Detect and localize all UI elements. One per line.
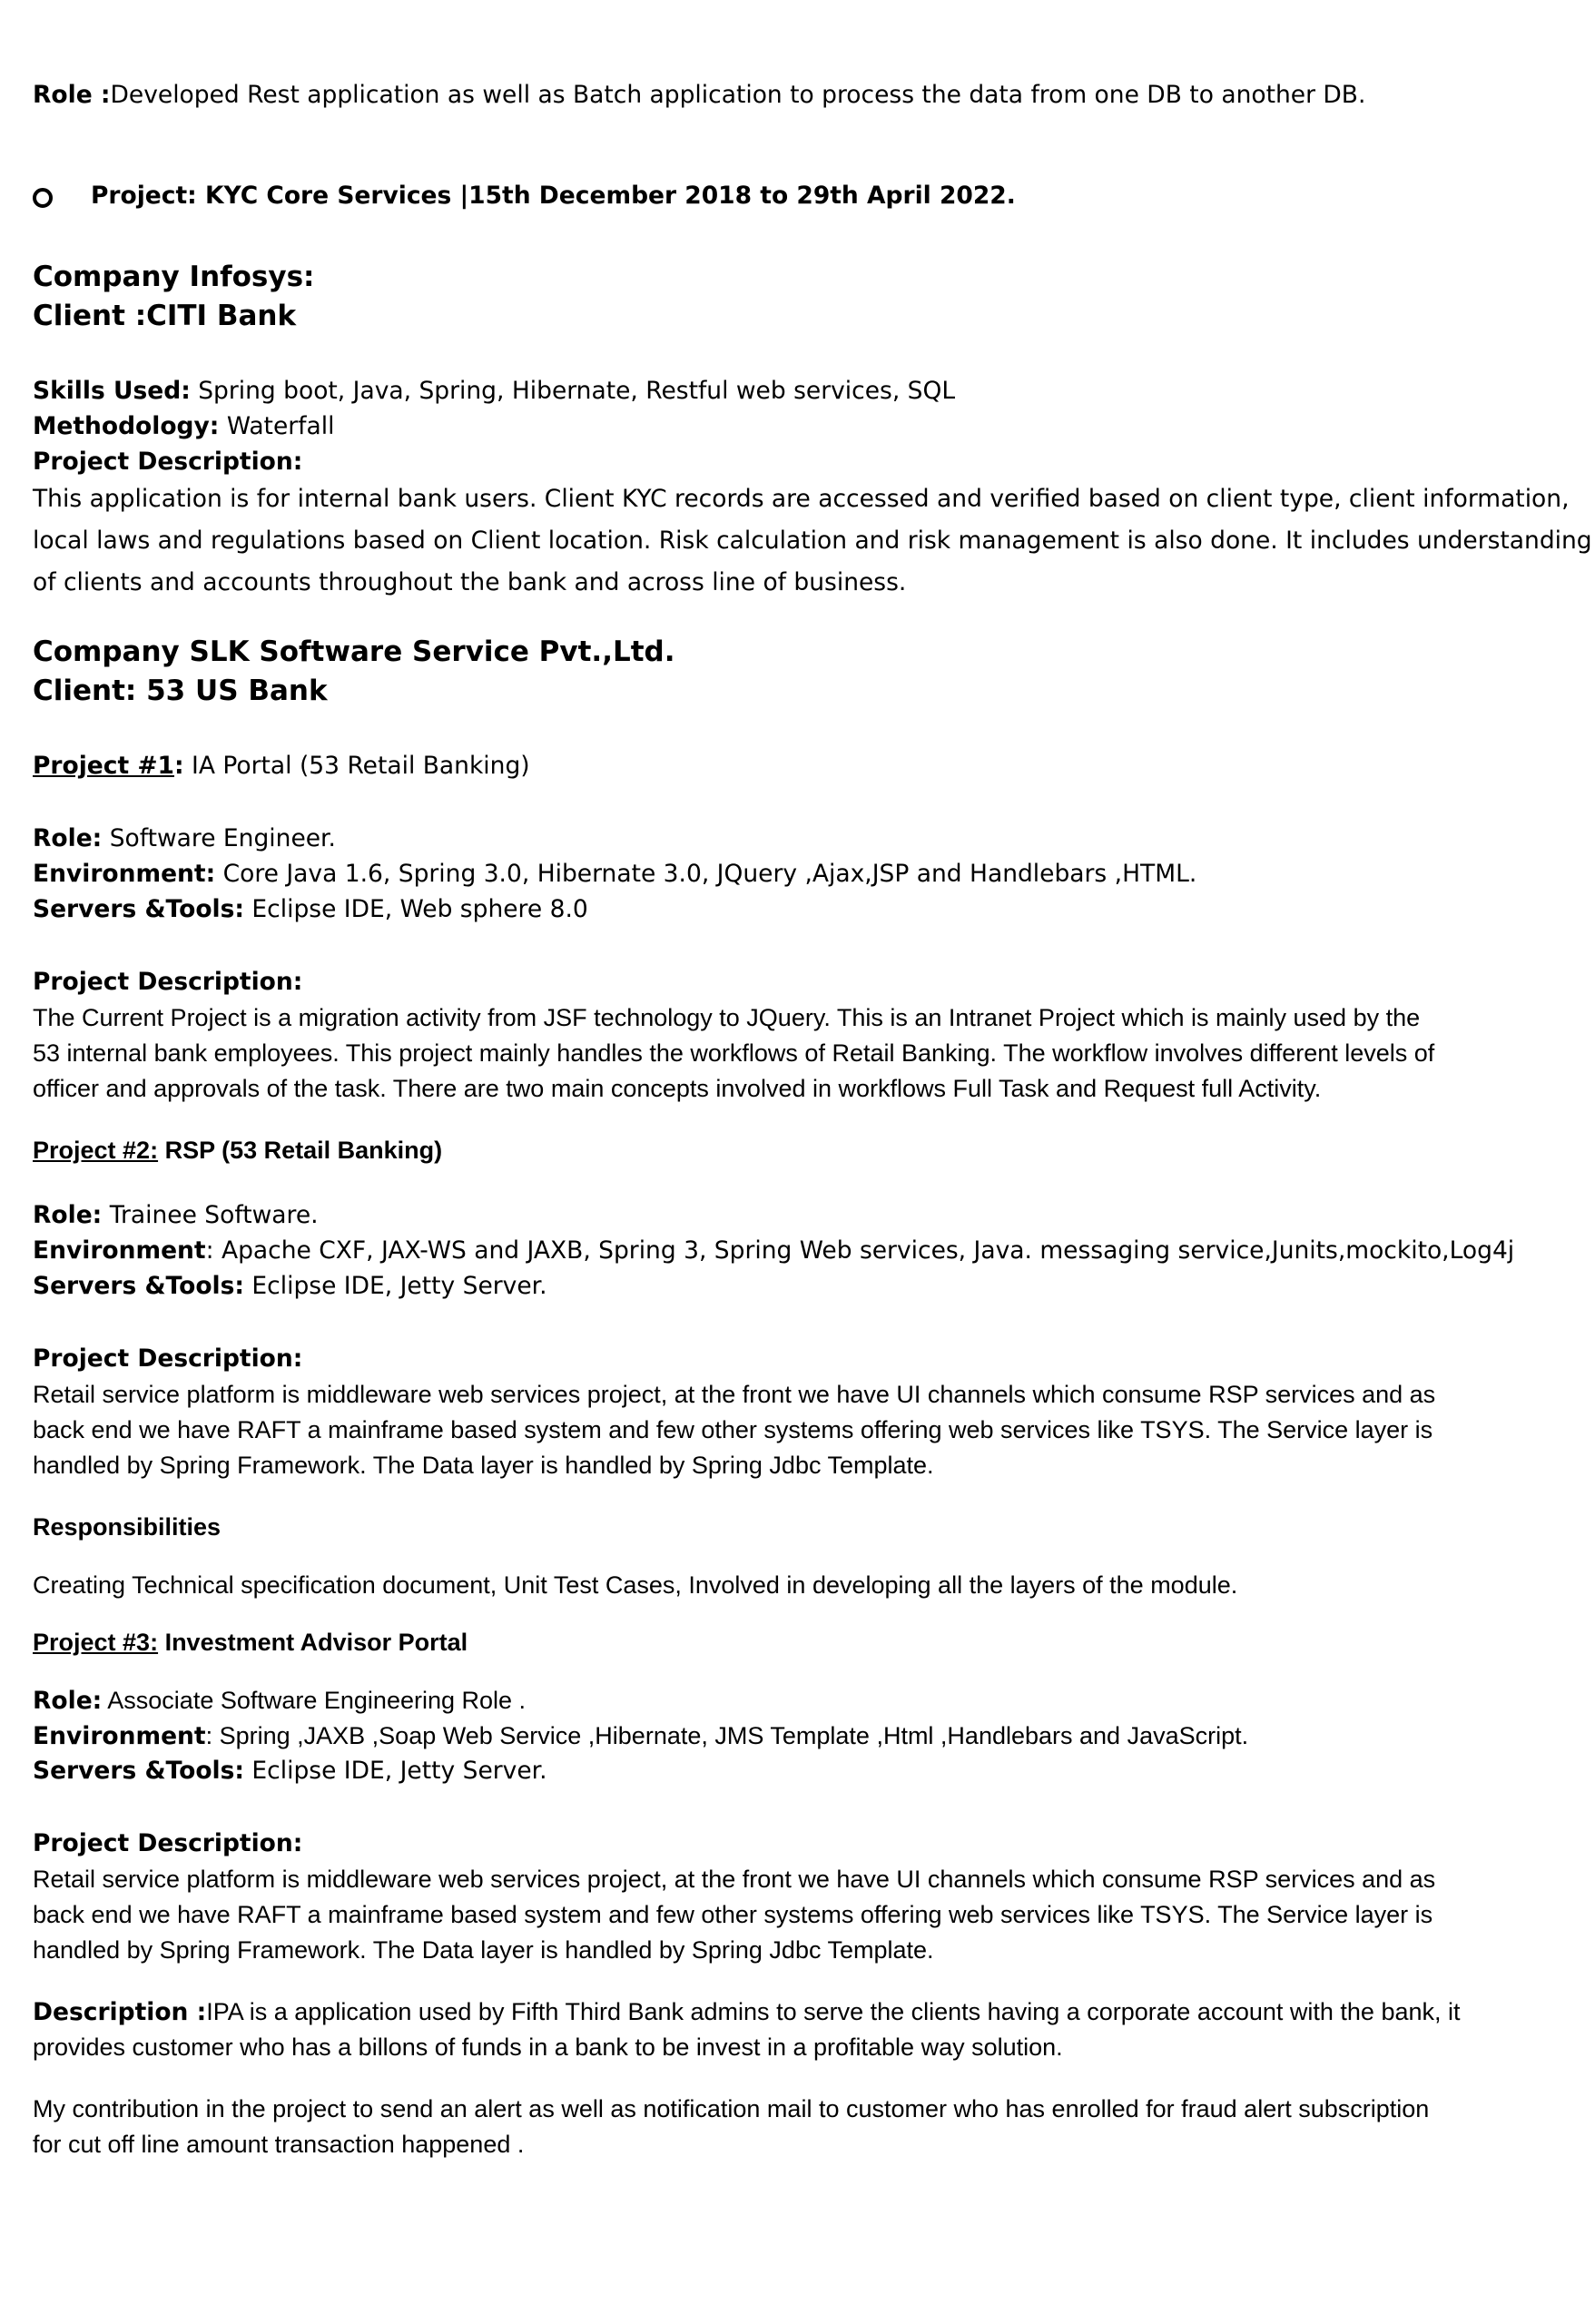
skills-text: Spring boot, Java, Spring, Hibernate, Restful web services, SQL [190, 377, 956, 405]
kyc-project-title: Project: KYC Core Services |15th December 2018 to 29th April 2022. [91, 182, 1016, 210]
role-text: Developed Rest application as well as Batch application to process the data from one DB to another DB. [110, 81, 1366, 109]
slk-company: Company SLK Software Service Pvt.,Ltd. [33, 635, 675, 668]
p1-tools-line [33, 895, 588, 923]
kyc-desc-line: of clients and accounts throughout the bank and across line of business. [33, 568, 907, 596]
p3-tools-text: Eclipse IDE, Jetty Server. [243, 1757, 547, 1785]
role-label: Role : [33, 81, 111, 109]
p3-role-label: Role: [33, 1687, 103, 1715]
p3-description-line: provides customer who has a billons of funds in a bank to be invest in a profitable way solution. [33, 2034, 1063, 2061]
p2-resp-text: Creating Technical specification document, Unit Test Cases, Involved in developing all the layers of the module. [33, 1571, 1238, 1599]
p3-title: Investment Advisor Portal [158, 1629, 468, 1656]
p3-contribution-line: My contribution in the project to send an alert as well as notification mail to customer who has enrolled for fraud alert subscription [33, 2095, 1430, 2122]
p1-desc-label: Project Description: [33, 968, 303, 996]
p1-colon: : [174, 752, 184, 780]
p3-desc-line: handled by Spring Framework. The Data layer is handled by Spring Jdbc Template. [33, 1936, 934, 1964]
p1-title: IA Portal (53 Retail Banking) [183, 752, 530, 780]
p1-desc-line: 53 internal bank employees. This project mainly handles the workflows of Retail Banking. The workflow involves different levels of [33, 1039, 1435, 1067]
slk-client: Client: 53 US Bank [33, 675, 328, 707]
p3-env-label: Environment [33, 1722, 206, 1750]
kyc-company: Company Infosys: [33, 261, 315, 293]
p3-contribution-line: for cut off line amount transaction happened . [33, 2131, 525, 2158]
p1-desc-line: officer and approvals of the task. There are two main concepts involved in workflows Full Task and Request full Activity. [33, 1075, 1322, 1102]
bullet-circle-icon [33, 188, 53, 208]
p2-title: RSP (53 Retail Banking) [158, 1137, 443, 1164]
p2-role-label: Role: [33, 1201, 103, 1229]
p2-desc-label: Project Description: [33, 1344, 303, 1373]
p1-desc-line: The Current Project is a migration activity from JSF technology to JQuery. This is an Intranet Project which is mainly used by the [33, 1004, 1421, 1031]
p3-title-line [33, 1630, 468, 1655]
kyc-desc-line: local laws and regulations based on Client location. Risk calculation and risk management is also done. It includes understanding [33, 527, 1592, 555]
p3-env-line [33, 1724, 1248, 1749]
p2-desc-line: Retail service platform is middleware web services project, at the front we have UI channels which consume RSP services and as [33, 1381, 1436, 1408]
kyc-client: Client :CITI Bank [33, 300, 297, 332]
kyc-methodology-line [33, 412, 335, 440]
p2-env-label: Environment [33, 1236, 206, 1265]
kyc-desc-label: Project Description: [33, 448, 303, 476]
p2-role-text: Trainee Software. [102, 1201, 319, 1229]
p1-tools-text: Eclipse IDE, Web sphere 8.0 [243, 895, 588, 923]
p3-role-line [33, 1689, 526, 1714]
p2-env-line [33, 1236, 1515, 1265]
p3-tools-line [33, 1759, 547, 1784]
p2-role-line [33, 1201, 319, 1229]
p1-env-line [33, 862, 1196, 887]
p3-description-label: Description : [33, 1998, 207, 2026]
p3-tools-label: Servers &Tools: [33, 1757, 244, 1785]
p2-label: Project #2: [33, 1137, 159, 1164]
methodology-label: Methodology: [33, 412, 220, 440]
p2-tools-text: Eclipse IDE, Jetty Server. [243, 1272, 547, 1300]
p2-desc-line: back end we have RAFT a mainframe based system and few other systems offering web services like TSYS. The Service layer is [33, 1416, 1433, 1443]
p3-desc-label: Project Description: [33, 1829, 303, 1857]
p3-role-text: Associate Software Engineering Role . [102, 1687, 527, 1714]
intro-role-line [33, 81, 1366, 109]
p3-label: Project #3: [33, 1629, 159, 1656]
p2-resp-label: Responsibilities [33, 1513, 222, 1541]
p1-role-label: Role: [33, 824, 103, 852]
p1-label: Project #1 [33, 752, 174, 780]
p1-env-label: Environment: [33, 860, 216, 888]
skills-label: Skills Used: [33, 377, 191, 405]
p3-env-text: : Spring ,JAXB ,Soap Web Service ,Hibernate, JMS Template ,Html ,Handlebars and JavaScript. [205, 1722, 1249, 1749]
methodology-text: Waterfall [219, 412, 335, 440]
p2-desc-line: handled by Spring Framework. The Data layer is handled by Spring Jdbc Template. [33, 1452, 934, 1479]
p1-env-text: Core Java 1.6, Spring 3.0, Hibernate 3.0, JQuery ,Ajax,JSP and Handlebars ,HTML. [215, 860, 1197, 888]
p3-desc-line: back end we have RAFT a mainframe based system and few other systems offering web services like TSYS. The Service layer is [33, 1901, 1433, 1928]
p1-tools-label: Servers &Tools: [33, 895, 244, 923]
p1-role-text: Software Engineer. [102, 824, 336, 852]
p2-tools-label: Servers &Tools: [33, 1272, 244, 1300]
p2-title-line [33, 1138, 442, 1163]
p2-env-text: : Apache CXF, JAX-WS and JAXB, Spring 3, Spring Web services, Java. messaging service,Junits,mockito,Log4j [205, 1236, 1515, 1265]
p1-title-line [33, 754, 530, 779]
kyc-skills-line [33, 379, 955, 404]
p2-tools-line [33, 1272, 547, 1300]
p3-description-text: IPA is a application used by Fifth Third Bank admins to serve the clients having a corporate account with the bank, it [206, 1998, 1461, 2025]
kyc-desc-line: This application is for internal bank users. Client KYC records are accessed and verified based on client type, client information, [33, 485, 1570, 513]
p1-role-line [33, 824, 336, 852]
p3-description-line [33, 2000, 1461, 2025]
p3-desc-line: Retail service platform is middleware web services project, at the front we have UI channels which consume RSP services and as [33, 1866, 1436, 1893]
